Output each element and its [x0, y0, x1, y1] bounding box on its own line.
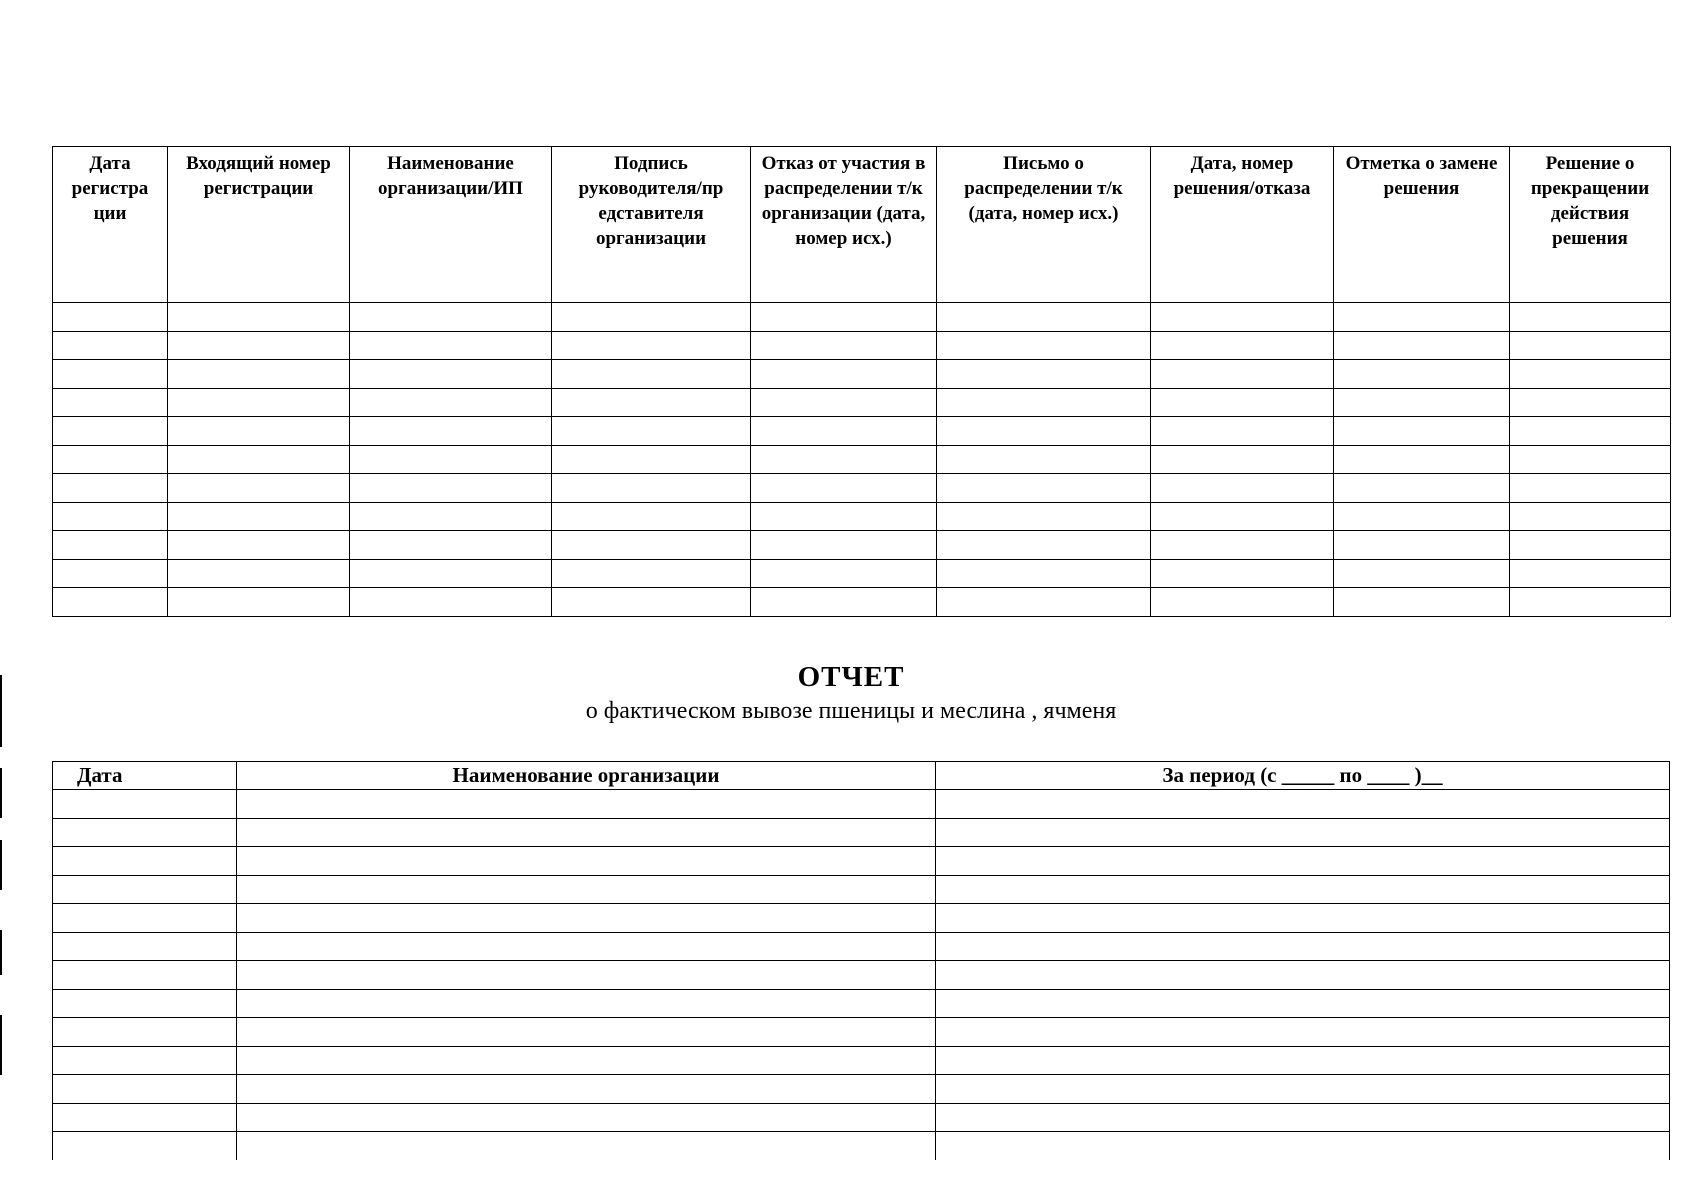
- table-cell: [1334, 388, 1510, 417]
- table-cell: [937, 417, 1151, 446]
- table-cell: [350, 331, 552, 360]
- table-cell: [1334, 303, 1510, 332]
- table-row: [53, 875, 1670, 904]
- table-cell: [936, 932, 1670, 961]
- table-row: [53, 360, 1671, 389]
- table-cell: [53, 388, 168, 417]
- table-cell: [552, 588, 751, 617]
- table-row: [53, 989, 1670, 1018]
- table-cell: [53, 1046, 237, 1075]
- table-cell: [350, 474, 552, 503]
- table-cell: [237, 1075, 936, 1104]
- table-cell: [1151, 417, 1334, 446]
- table-cell: [1334, 588, 1510, 617]
- table-row: [53, 1018, 1670, 1047]
- table-row: [53, 417, 1671, 446]
- table-row: [53, 961, 1670, 990]
- table-cell: [937, 559, 1151, 588]
- table-cell: [53, 502, 168, 531]
- table-cell: [53, 559, 168, 588]
- table-cell: [936, 989, 1670, 1018]
- table-cell: [751, 360, 937, 389]
- table-cell: [936, 818, 1670, 847]
- table-cell: [168, 474, 350, 503]
- table-row: [53, 388, 1671, 417]
- table-cell: [751, 331, 937, 360]
- margin-mark: [0, 930, 2, 975]
- table-cell: [53, 932, 237, 961]
- table-row: [53, 531, 1671, 560]
- table-cell: [751, 303, 937, 332]
- table-cell: [937, 502, 1151, 531]
- table-cell: [237, 989, 936, 1018]
- registration-table: [52, 146, 1671, 617]
- table-cell: [936, 875, 1670, 904]
- table-cell: [350, 502, 552, 531]
- table-cell: [53, 531, 168, 560]
- table-cell: [53, 847, 237, 876]
- table-cell: [937, 303, 1151, 332]
- table-cell: [53, 303, 168, 332]
- table-cell: [1151, 531, 1334, 560]
- table-cell: [237, 1046, 936, 1075]
- table-cell: [751, 388, 937, 417]
- margin-mark: [0, 675, 2, 747]
- table-cell: [53, 360, 168, 389]
- table-cell: [350, 588, 552, 617]
- table-cell: [1151, 588, 1334, 617]
- table-cell: [53, 989, 237, 1018]
- table-cell: [350, 360, 552, 389]
- table-cell: [168, 531, 350, 560]
- table-cell: [168, 502, 350, 531]
- table-cell: [936, 1046, 1670, 1075]
- table-row: [53, 559, 1671, 588]
- table-cell: [1334, 417, 1510, 446]
- table-cell: [1334, 531, 1510, 560]
- table-cell: [552, 474, 751, 503]
- table-cell: [1151, 559, 1334, 588]
- table-cell: [751, 502, 937, 531]
- table-cell: [237, 961, 936, 990]
- table-cell: [1510, 388, 1671, 417]
- table-cell: [937, 588, 1151, 617]
- table-cell: [350, 388, 552, 417]
- header-row: [53, 147, 1671, 303]
- table-row: [53, 445, 1671, 474]
- table-cell: [1151, 502, 1334, 531]
- table-cell: [552, 360, 751, 389]
- table-row: [53, 847, 1670, 876]
- header-row: [53, 762, 1670, 790]
- table-cell: [168, 303, 350, 332]
- table-row: [53, 932, 1670, 961]
- table-cell: [237, 1018, 936, 1047]
- table-cell: [53, 1075, 237, 1104]
- table-cell: [1510, 417, 1671, 446]
- table-cell: [53, 417, 168, 446]
- table-cell: [350, 559, 552, 588]
- table-cell: [1334, 360, 1510, 389]
- table-cell: [168, 331, 350, 360]
- table-cell: [1510, 331, 1671, 360]
- report-table-body: [53, 790, 1670, 1160]
- table-cell: [53, 961, 237, 990]
- table-cell: [1334, 445, 1510, 474]
- table-cell: [350, 531, 552, 560]
- table-row: [53, 904, 1670, 933]
- table-row: [53, 1046, 1670, 1075]
- table-cell: [53, 1103, 237, 1132]
- table-cell: [168, 417, 350, 446]
- margin-mark: [0, 768, 2, 818]
- table-cell: [1510, 588, 1671, 617]
- table-cell: [937, 531, 1151, 560]
- table-cell: [350, 417, 552, 446]
- header-refusal: Отказ от участия в распределении т/к организации (дата, номер исх.): [751, 147, 937, 303]
- table-cell: [936, 790, 1670, 819]
- table-cell: [1510, 502, 1671, 531]
- table-cell: [1510, 360, 1671, 389]
- table-row: [53, 790, 1670, 819]
- table-cell: [1151, 474, 1334, 503]
- header-distribution-letter: Письмо о распределении т/к (дата, номер исх.): [937, 147, 1151, 303]
- table-cell: [350, 445, 552, 474]
- table-cell: [751, 588, 937, 617]
- table-cell: [1510, 445, 1671, 474]
- table-cell: [936, 961, 1670, 990]
- report-subtitle: о фактическом вывозе пшеницы и меслина , ячменя: [585, 698, 1117, 724]
- header-organization-name: Наименование организации: [237, 762, 936, 790]
- table-row: [53, 1103, 1670, 1132]
- header-termination-decision: Решение о прекращении действия решения: [1510, 147, 1671, 303]
- table-cell: [552, 502, 751, 531]
- table-cell: [53, 331, 168, 360]
- table-cell: [237, 790, 936, 819]
- table-cell: [552, 417, 751, 446]
- table-cell: [53, 875, 237, 904]
- table-cell: [237, 904, 936, 933]
- table-cell: [53, 790, 237, 819]
- table-cell: [1151, 388, 1334, 417]
- table-cell: [1334, 474, 1510, 503]
- table-cell: [936, 1075, 1670, 1104]
- margin-mark: [0, 840, 2, 890]
- table-cell: [552, 531, 751, 560]
- table-cell: [552, 445, 751, 474]
- table-cell: [552, 559, 751, 588]
- table-cell: [53, 445, 168, 474]
- table-cell: [168, 588, 350, 617]
- report-table: [52, 761, 1670, 1160]
- table-cell: [937, 331, 1151, 360]
- table-cell: [53, 818, 237, 847]
- table-row: [53, 588, 1671, 617]
- table-cell: [552, 331, 751, 360]
- table-row: [53, 474, 1671, 503]
- table-cell: [168, 559, 350, 588]
- header-decision-date-number: Дата, номер решения/отказа: [1151, 147, 1334, 303]
- table-cell: [751, 531, 937, 560]
- table-cell: [936, 904, 1670, 933]
- table-cell: [751, 474, 937, 503]
- table-row: [53, 1132, 1670, 1160]
- header-organization-name: Наименование организации/ИП: [350, 147, 552, 303]
- table-cell: [237, 875, 936, 904]
- margin-mark: [0, 1015, 2, 1075]
- table-cell: [168, 445, 350, 474]
- table-cell: [936, 847, 1670, 876]
- table-cell: [552, 388, 751, 417]
- table-row: [53, 1075, 1670, 1104]
- table-cell: [1334, 331, 1510, 360]
- header-period: За период (с _____ по ____ )__: [936, 762, 1670, 790]
- table-cell: [1334, 559, 1510, 588]
- table-cell: [936, 1103, 1670, 1132]
- table-cell: [936, 1018, 1670, 1047]
- table-cell: [1151, 303, 1334, 332]
- table-cell: [937, 474, 1151, 503]
- report-title: ОТЧЕТ: [797, 661, 905, 693]
- table-cell: [53, 588, 168, 617]
- table-cell: [53, 474, 168, 503]
- table-cell: [53, 1018, 237, 1047]
- header-incoming-number: Входящий номер регистрации: [168, 147, 350, 303]
- table-row: [53, 818, 1670, 847]
- table-row: [53, 502, 1671, 531]
- table-cell: [937, 445, 1151, 474]
- table-cell: [1334, 502, 1510, 531]
- table-cell: [936, 1132, 1670, 1160]
- table-cell: [53, 1132, 237, 1160]
- header-replacement-mark: Отметка о замене решения: [1334, 147, 1510, 303]
- table-cell: [937, 360, 1151, 389]
- table-cell: [237, 1103, 936, 1132]
- table-cell: [237, 847, 936, 876]
- table-cell: [237, 818, 936, 847]
- table-cell: [1510, 559, 1671, 588]
- table-cell: [168, 388, 350, 417]
- table-cell: [1510, 474, 1671, 503]
- table-cell: [237, 1132, 936, 1160]
- table-cell: [168, 360, 350, 389]
- table-cell: [1151, 360, 1334, 389]
- table-cell: [1151, 331, 1334, 360]
- table-cell: [937, 388, 1151, 417]
- table-cell: [751, 445, 937, 474]
- table-row: [53, 303, 1671, 332]
- table-cell: [350, 303, 552, 332]
- table-cell: [552, 303, 751, 332]
- table-cell: [53, 904, 237, 933]
- table-cell: [1510, 531, 1671, 560]
- table-cell: [751, 417, 937, 446]
- table-cell: [751, 559, 937, 588]
- header-registration-date: Дата регистра ции: [53, 147, 168, 303]
- table-cell: [1151, 445, 1334, 474]
- table-cell: [237, 932, 936, 961]
- header-signature: Подпись руководителя/пр едставителя организации: [552, 147, 751, 303]
- header-date: Дата: [53, 762, 237, 790]
- table-cell: [1510, 303, 1671, 332]
- registration-table-body: [53, 303, 1671, 617]
- table-row: [53, 331, 1671, 360]
